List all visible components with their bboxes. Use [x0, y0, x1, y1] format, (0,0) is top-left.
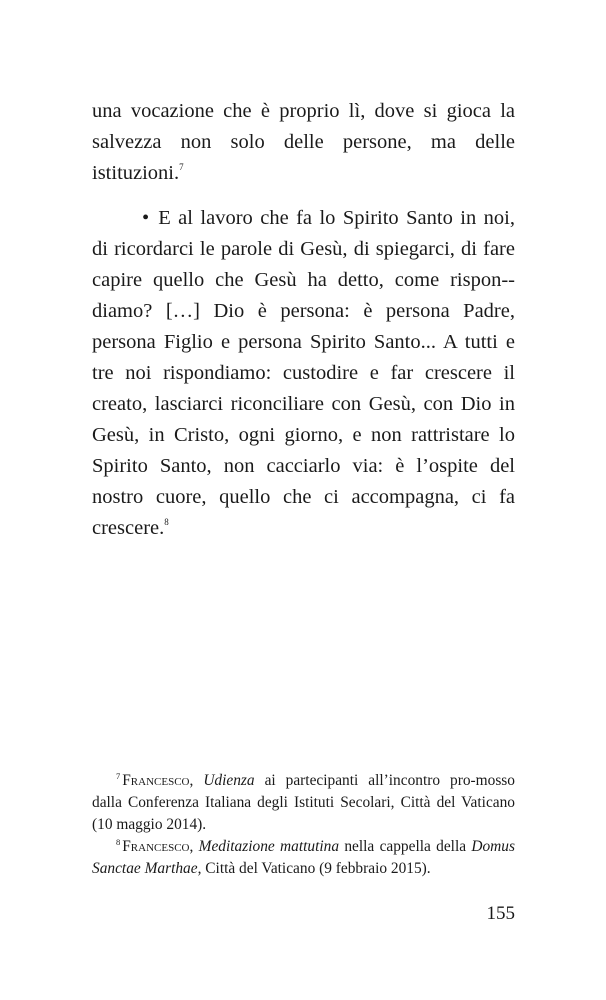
footnotes	[92, 770, 515, 880]
footnote-author: Francesco	[122, 838, 190, 855]
main-text	[92, 96, 515, 544]
footnote-8	[92, 836, 515, 880]
footnote-reference-8: 8	[164, 517, 169, 528]
footnote-author: Francesco	[122, 772, 190, 789]
paragraph-text: E al lavoro che fa lo Spirito Santo in noi, di ricordarci le parole di Gesù, di spiegarci, di fare capire quello che Gesù ha detto, come rispon-diamo? […] Dio è persona: è persona Padre, persona Figlio e persona Spirito Santo... A tutti e tre noi rispondiamo: custodire e far crescere il creato, lasciarci riconciliare con Gesù, con Dio in Gesù, in Cristo, ogni giorno, e non rattristare lo Spirito Santo, non cacciarlo via: è l’ospite del nostro cuore, quello che ci accompagna, ci fa crescere.	[92, 207, 515, 539]
bullet-icon: •	[142, 207, 150, 229]
page-number: 155	[486, 903, 515, 924]
footnote-rest: ai partecipanti all’incontro pro-mosso dalla Conferenza Italiana degli Istituti Secolari, Città del Vaticano (10 maggio 2014).	[92, 772, 515, 833]
footnote-reference-7: 7	[179, 162, 184, 173]
footnote-rest: , Città del Vaticano (9 febbraio 2015).	[197, 860, 431, 877]
footnote-title: Udienza	[203, 772, 255, 789]
footnote-title: Meditazione mattutina	[198, 838, 340, 855]
footnote-place: Domus Sanctae Marthae	[92, 838, 515, 877]
footnote-mark: 7	[116, 770, 121, 781]
footnote-separator: ,	[189, 772, 204, 789]
paragraph-text: una vocazione che è proprio lì, dove si gioca la salvezza non solo delle persone, ma delle istituzioni.	[92, 100, 515, 184]
footnote-mark: 8	[116, 836, 121, 847]
footnote-middle: nella cappella della	[339, 838, 472, 855]
footnote-separator: ,	[189, 838, 199, 855]
paragraph-continuation	[92, 96, 515, 189]
footnote-7	[92, 770, 515, 836]
bullet-paragraph	[92, 203, 515, 544]
